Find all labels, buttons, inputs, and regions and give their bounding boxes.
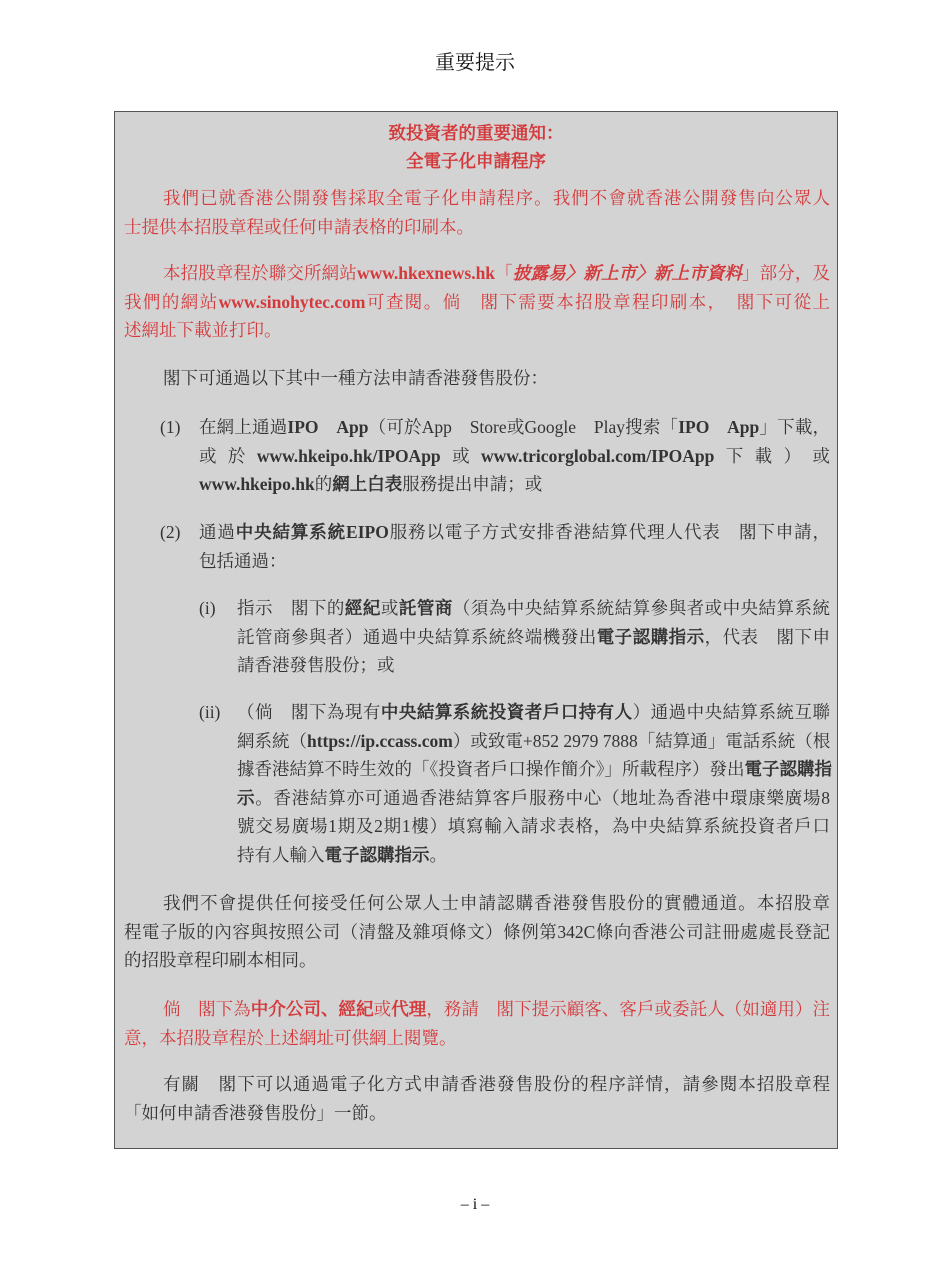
emphasized-text: 中介公司、經紀 xyxy=(250,999,374,1019)
page-number: – i – xyxy=(460,1196,490,1213)
paragraph-no-printed-copies xyxy=(124,184,830,241)
text-segment: 「如何申請香港發售股份」一節。 xyxy=(124,1102,387,1123)
text-segment: 的 xyxy=(314,474,333,495)
emphasized-text: www.sinohytec.com xyxy=(218,291,366,312)
text-line xyxy=(124,184,830,213)
text-segment: （倘 閣下為現有 xyxy=(237,702,381,722)
item-i-label: (i) xyxy=(199,598,216,618)
text-line xyxy=(237,594,830,623)
emphasized-text: 電子認購指示 xyxy=(596,626,705,647)
text-line xyxy=(124,1099,830,1128)
text-segment: 士提供本招股章程或任何申請表格的印刷本。 xyxy=(124,216,474,237)
emphasized-text: https://ip.ccass.com xyxy=(307,730,453,751)
paragraph-application-methods-intro xyxy=(124,364,830,393)
text-line xyxy=(199,518,830,547)
text-line xyxy=(124,889,830,918)
text-segment: ，務請 閣下提示顧客、客戶或委託人（如適用）注 xyxy=(426,999,831,1019)
text-segment: 服務提出申請；或 xyxy=(402,474,543,495)
text-line xyxy=(124,946,830,975)
text-segment: 「 xyxy=(495,263,513,283)
text-segment: 我們不會提供任何接受任何公眾人士申請認購香港發售股份的實體通道。本招股章 xyxy=(163,893,830,913)
text-segment: ）通過中央結算系統互聯 xyxy=(632,702,830,722)
text-segment: 。香港結算亦可通過香港結算客戶服務中心（地址為香港中環康樂廣場8 xyxy=(255,787,831,808)
text-segment: 的招股章程印刷本相同。 xyxy=(124,950,317,971)
page-header: 重要提示 xyxy=(435,52,515,74)
text-line xyxy=(199,442,830,471)
paragraph-no-physical-channels xyxy=(124,889,830,975)
important-notice-box xyxy=(114,111,838,1149)
text-segment: （可於App Store或Google Play搜索「 xyxy=(368,417,679,437)
text-line xyxy=(237,623,830,652)
text-line xyxy=(124,288,830,317)
text-line xyxy=(124,1070,830,1099)
emphasized-text: 示 xyxy=(237,787,256,808)
notice-title xyxy=(115,119,837,175)
text-segment: 在網上通過 xyxy=(199,417,288,437)
text-segment: 意，本招股章程於上述網址可供網上閱覽。 xyxy=(124,1027,457,1048)
text-line xyxy=(237,841,830,870)
text-line xyxy=(237,698,830,727)
text-line xyxy=(237,755,830,784)
emphasized-text: www.hkeipo.hk/IPOApp xyxy=(256,445,441,466)
text-segment: 指示 閣下的 xyxy=(237,598,345,618)
text-line xyxy=(124,213,830,242)
text-segment: 我們已就香港公開發售採取全電子化申請程序。我們不會就香港公開發售向公眾人 xyxy=(163,188,830,208)
text-segment: 閣下可通過以下其中一種方法申請香港發售股份： xyxy=(163,368,548,388)
text-segment: 服務以電子方式安排香港結算代理人代表 閣下申請， xyxy=(388,522,830,542)
item-i-broker xyxy=(237,594,830,680)
item-2-label: (2) xyxy=(160,522,181,542)
text-segment: 程電子版的內容與按照公司（清盤及雜項條文）條例第342C條向香港公司註冊處處長登記 xyxy=(124,921,830,942)
text-line xyxy=(124,364,830,393)
emphasized-text: 披露易〉新上市〉新上市資料 xyxy=(512,263,742,283)
text-line xyxy=(237,812,830,841)
item-1-ipo-app xyxy=(199,413,830,499)
emphasized-text: IPO App xyxy=(678,417,760,437)
item-2-ccass-eipo xyxy=(199,518,830,575)
text-segment: ）或致電+852 2979 7888「結算通」電話系統（根 xyxy=(452,730,831,751)
notice-title-line: 全電子化申請程序 xyxy=(406,151,546,171)
text-segment: 可查閱。倘 閣下需要本招股章程印刷本， 閣下可從上 xyxy=(365,291,831,312)
text-segment: 倘 閣下為 xyxy=(163,999,251,1019)
text-line xyxy=(237,651,830,680)
text-segment: 述網址下載並打印。 xyxy=(124,320,282,341)
text-segment: 通過 xyxy=(199,522,236,542)
text-segment: 或 xyxy=(373,999,392,1019)
text-line xyxy=(237,784,830,813)
text-line xyxy=(124,1024,830,1053)
text-segment: （須為中央結算系統結算參與者或中央結算系統 xyxy=(452,598,830,618)
notice-title-line: 致投資者的重要通知： xyxy=(388,123,564,143)
text-segment: 持有人輸入 xyxy=(237,844,325,865)
text-segment: 」部分，及 xyxy=(742,263,831,283)
text-line xyxy=(199,547,830,576)
text-line xyxy=(199,413,830,442)
emphasized-text: 中央結算系統EIPO xyxy=(235,522,389,542)
emphasized-text: 託管商 xyxy=(398,598,453,618)
emphasized-text: 中央結算系統投資者戶口持有人 xyxy=(380,702,633,722)
text-segment: 下載）或 xyxy=(714,445,831,466)
emphasized-text: 電子認購指示 xyxy=(324,844,430,865)
emphasized-text: www.hkexnews.hk xyxy=(356,263,496,283)
text-segment: 請香港發售股份；或 xyxy=(237,655,395,676)
text-segment: 包括通過： xyxy=(199,550,287,571)
emphasized-text: 代理 xyxy=(391,999,427,1019)
text-segment: 或 xyxy=(380,598,399,618)
text-line xyxy=(124,918,830,947)
text-line xyxy=(199,470,830,499)
text-segment: 本招股章程於聯交所網站 xyxy=(163,263,357,283)
paragraph-further-details xyxy=(124,1070,830,1127)
text-segment: 網系統（ xyxy=(237,730,307,751)
item-ii-investor-participant xyxy=(237,698,830,870)
text-segment: 或於 xyxy=(199,445,257,466)
text-segment: 我們的網站 xyxy=(124,291,219,312)
paragraph-prospectus-websites xyxy=(124,259,830,345)
text-segment: 。 xyxy=(429,844,447,865)
text-segment: 有關 閣下可以通過電子化方式申請香港發售股份的程序詳情，請參閱本招股章程 xyxy=(163,1074,830,1094)
paragraph-intermediaries xyxy=(124,995,830,1052)
text-segment: 或 xyxy=(440,445,482,466)
emphasized-text: IPO App xyxy=(287,417,369,437)
text-segment: ，代表 閣下申 xyxy=(704,626,830,647)
emphasized-text: 電子認購指 xyxy=(744,759,832,780)
text-line xyxy=(124,995,830,1024)
emphasized-text: www.tricorglobal.com/IPOApp xyxy=(481,445,715,466)
text-segment: 」下載， xyxy=(759,417,830,437)
emphasized-text: www.hkeipo.hk xyxy=(199,474,315,495)
emphasized-text: 經紀 xyxy=(344,598,381,618)
text-line xyxy=(124,259,830,288)
item-ii-label: (ii) xyxy=(199,702,221,722)
emphasized-text: 網上白表 xyxy=(332,474,403,495)
text-line xyxy=(237,727,830,756)
text-segment: 號交易廣場1期及2期1樓）填寫輸入請求表格，為中央結算系統投資者戶口 xyxy=(237,816,830,837)
text-segment: 託管商參與者）通過中央結算系統終端機發出 xyxy=(237,626,597,647)
item-1-label: (1) xyxy=(160,417,181,437)
text-line xyxy=(124,316,830,345)
text-segment: 據香港結算不時生效的「《投資者戶口操作簡介》」所載程序）發出 xyxy=(237,759,745,780)
